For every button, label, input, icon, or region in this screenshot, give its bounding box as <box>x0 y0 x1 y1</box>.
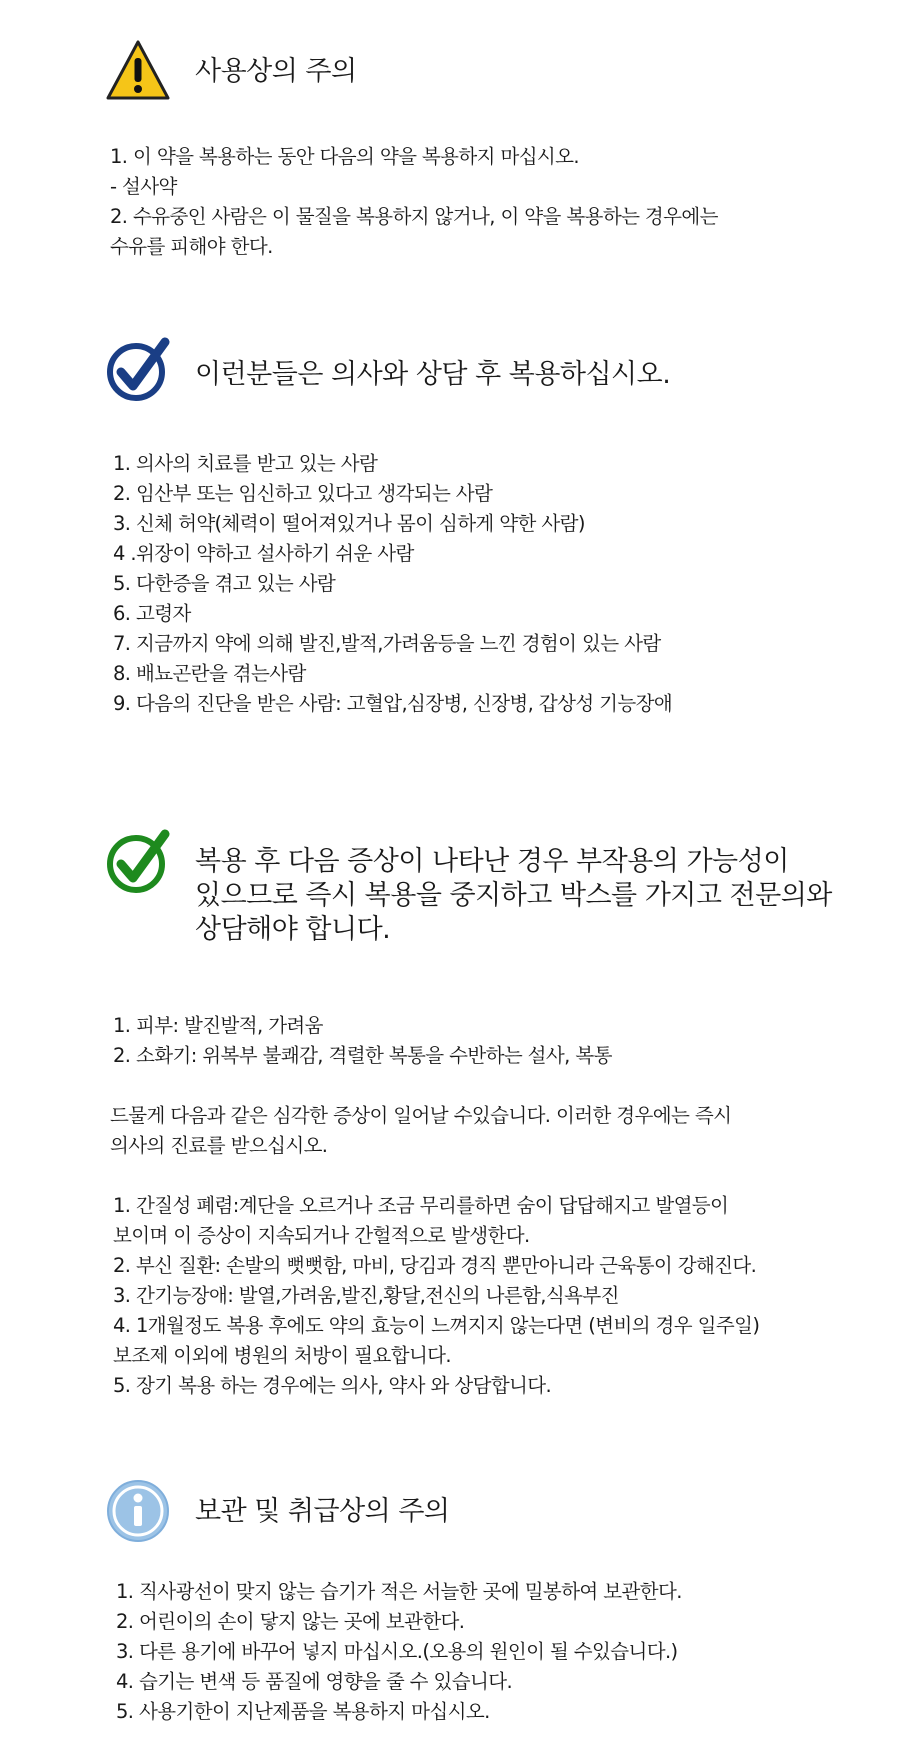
side-effect-title-line: 상담해야 합니다. <box>195 914 391 945</box>
list-item: 9. 다음의 진단을 받은 사람: 고혈압,심장병, 신장병, 갑상성 기능장애 <box>113 692 673 715</box>
list-item: 8. 배뇨곤란을 겪는사람 <box>113 662 306 685</box>
side-effect-title-line: 있으므로 즉시 복용을 중지하고 박스를 가지고 전문의와 <box>195 880 832 911</box>
info-icon <box>105 1478 171 1544</box>
list-item: 2. 부신 질환: 손발의 뻣뻣함, 마비, 당김과 경직 뿐만아니라 근육통이 강해진다. <box>113 1254 757 1277</box>
warning-triangle-icon <box>105 38 171 104</box>
list-item: 4 .위장이 약하고 설사하기 쉬운 사람 <box>113 542 414 565</box>
list-item: 3. 다른 용기에 바꾸어 넣지 마십시오.(오용의 원인이 될 수있습니다.) <box>116 1640 678 1663</box>
caution-line: - 설사약 <box>110 175 177 198</box>
blue-check-icon <box>105 336 171 402</box>
list-item: 2. 임산부 또는 임신하고 있다고 생각되는 사람 <box>113 482 493 505</box>
consult-title: 이런분들은 의사와 상담 후 복용하십시오. <box>195 359 671 390</box>
list-item: 5. 사용기한이 지난제품을 복용하지 마십시오. <box>116 1700 490 1723</box>
list-item: 2. 소화기: 위복부 불쾌감, 격렬한 복통을 수반하는 설사, 복통 <box>113 1044 612 1067</box>
usage-caution-text <box>110 142 830 262</box>
list-item: 3. 간기능장애: 발열,가려움,발진,황달,전신의 나른함,식욕부진 <box>113 1284 619 1307</box>
rare-note <box>110 1101 830 1161</box>
caution-line: 수유를 피해야 한다. <box>110 235 273 258</box>
list-item: 7. 지금까지 약에 의해 발진,발적,가려움등을 느낀 경험이 있는 사람 <box>113 632 661 655</box>
rare-note-line: 드물게 다음과 같은 심각한 증상이 일어날 수있습니다. 이러한 경우에는 즉시 <box>110 1104 732 1127</box>
list-item: 보이며 이 증상이 지속되거나 간헐적으로 발생한다. <box>113 1224 530 1247</box>
list-item: 3. 신체 허약(체력이 떨어져있거나 몸이 심하게 약한 사람) <box>113 512 585 535</box>
list-item: 보조제 이외에 병원의 처방이 필요합니다. <box>113 1344 452 1367</box>
list-item: 6. 고령자 <box>113 602 191 625</box>
caution-line: 1. 이 약을 복용하는 동안 다음의 약을 복용하지 마십시오. <box>110 145 580 168</box>
list-item: 4. 1개월정도 복용 후에도 약의 효능이 느껴지지 않는다면 (변비의 경우 일주일) <box>113 1314 760 1337</box>
storage-title: 보관 및 취급상의 주의 <box>195 1496 450 1527</box>
list-item: 1. 간질성 폐렴:계단을 오르거나 조금 무리를하면 숨이 답답해지고 발열등이 <box>113 1194 729 1217</box>
list-item: 5. 다한증을 겪고 있는 사람 <box>113 572 336 595</box>
rare-note-line: 의사의 진료를 받으십시오. <box>110 1134 328 1157</box>
list-item: 1. 의사의 치료를 받고 있는 사람 <box>113 452 378 475</box>
consult-list <box>113 449 833 719</box>
list-item: 1. 직사광선이 맞지 않는 습기가 적은 서늘한 곳에 밀봉하여 보관한다. <box>116 1580 682 1603</box>
serious-symptom-list <box>113 1191 833 1401</box>
list-item: 4. 습기는 변색 등 품질에 영향을 줄 수 있습니다. <box>116 1670 513 1693</box>
list-item: 2. 어린이의 손이 닿지 않는 곳에 보관한다. <box>116 1610 465 1633</box>
side-effect-title-line: 복용 후 다음 증상이 나타난 경우 부작용의 가능성이 <box>195 846 789 877</box>
side-effect-title <box>195 845 855 947</box>
list-item: 5. 장기 복용 하는 경우에는 의사, 약사 와 상담합니다. <box>113 1374 552 1397</box>
green-check-icon <box>105 828 171 894</box>
list-item: 1. 피부: 발진발적, 가려움 <box>113 1014 323 1037</box>
usage-caution-title: 사용상의 주의 <box>195 56 357 87</box>
caution-line: 2. 수유중인 사람은 이 물질을 복용하지 않거나, 이 약을 복용하는 경우에는 <box>110 205 718 228</box>
storage-list <box>116 1577 836 1727</box>
symptom-list <box>113 1011 833 1071</box>
